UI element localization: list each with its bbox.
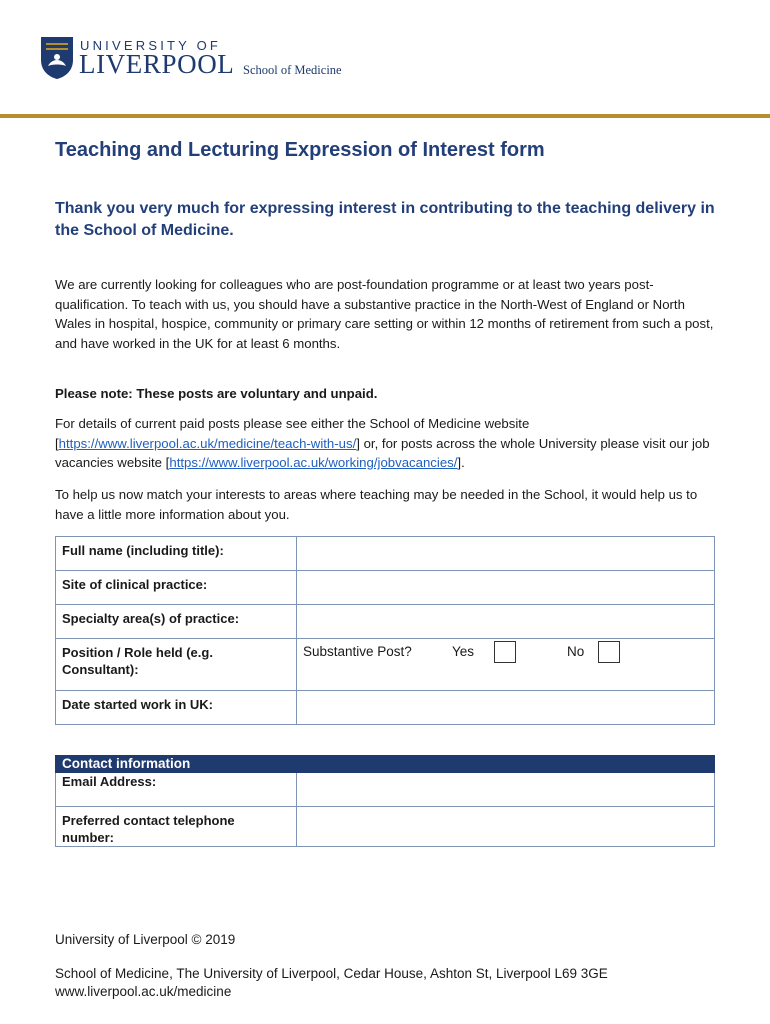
contact-header-row bbox=[56, 756, 715, 773]
phone-cell bbox=[297, 807, 715, 847]
details-middle-text: ] or, for posts across the whole University please visit our job vacancies website [ bbox=[55, 435, 710, 470]
footer-copyright: University of Liverpool © 2019 bbox=[55, 932, 236, 947]
site-cell bbox=[297, 571, 715, 605]
substantive-post-label: Substantive Post? bbox=[303, 644, 412, 659]
no-checkbox[interactable] bbox=[598, 641, 620, 663]
job-vacancies-link[interactable]: https://www.liverpool.ac.uk/working/jobvacancies/ bbox=[169, 455, 458, 470]
university-name-main: LIVERPOOL bbox=[79, 49, 235, 79]
university-name-top: UNIVERSITY OF bbox=[80, 38, 222, 53]
contact-info-table bbox=[55, 755, 715, 847]
date-started-cell bbox=[297, 691, 715, 725]
position-label: Position / Role held (e.g. Consultant): bbox=[56, 639, 297, 691]
date-started-input[interactable] bbox=[297, 691, 714, 724]
note-paragraph: Please note: These posts are voluntary and unpaid. bbox=[55, 386, 378, 401]
email-input[interactable] bbox=[297, 773, 714, 806]
specialty-input[interactable] bbox=[297, 605, 714, 638]
yes-checkbox[interactable] bbox=[494, 641, 516, 663]
contact-header: Contact information bbox=[56, 756, 297, 773]
university-crest-icon bbox=[40, 36, 74, 80]
details-prefix-text: For details of current paid posts please see either the School of Medicine website [ bbox=[55, 416, 530, 451]
full-name-input[interactable] bbox=[297, 537, 714, 570]
table-row bbox=[56, 773, 715, 807]
yes-label: Yes bbox=[452, 644, 475, 659]
table-row bbox=[56, 605, 715, 639]
specialty-cell bbox=[297, 605, 715, 639]
details-suffix-text: ]. bbox=[457, 455, 465, 470]
table-row bbox=[56, 807, 715, 847]
teach-with-us-link[interactable]: https://www.liverpool.ac.uk/medicine/teach-with-us/ bbox=[58, 435, 357, 451]
help-paragraph: To help us now match your interests to areas where teaching may be needed in the School, it would help us to have a little more information about you. bbox=[55, 487, 698, 522]
full-name-cell bbox=[297, 537, 715, 571]
phone-label: Preferred contact telephone number: bbox=[56, 807, 297, 847]
phone-input[interactable] bbox=[297, 807, 714, 846]
header-divider bbox=[0, 114, 770, 118]
form-subtitle: Thank you very much for expressing interest in contributing to the teaching delivery in the School of Medicine. bbox=[55, 200, 715, 239]
table-row bbox=[56, 537, 715, 571]
personal-details-table bbox=[55, 536, 715, 725]
page-title: Teaching and Lecturing Expression of Interest form bbox=[55, 139, 545, 161]
email-cell bbox=[297, 773, 715, 807]
email-label: Email Address: bbox=[56, 773, 297, 807]
date-started-label: Date started work in UK: bbox=[56, 691, 297, 725]
contact-header-blank bbox=[297, 756, 715, 773]
footer-address: School of Medicine, The University of Liverpool, Cedar House, Ashton St, Liverpool L69 3GE bbox=[55, 966, 608, 981]
site-input[interactable] bbox=[297, 571, 714, 604]
footer-url: www.liverpool.ac.uk/medicine bbox=[55, 984, 232, 999]
full-name-label: Full name (including title): bbox=[56, 537, 297, 571]
details-paragraph bbox=[55, 414, 715, 473]
intro-paragraph: We are currently looking for colleagues who are post-foundation programme or at least two years post-qualification. To teach with us, you should have a substantive practice in the North-West of England or North Wales in hospital, hospice, community or primary care setting or within 12 months of retirement from such a post, and have worked in the UK for at least 6 months. bbox=[55, 277, 714, 351]
table-row bbox=[56, 691, 715, 725]
school-name: School of Medicine bbox=[243, 63, 342, 77]
site-label: Site of clinical practice: bbox=[56, 571, 297, 605]
specialty-label: Specialty area(s) of practice: bbox=[56, 605, 297, 639]
no-label: No bbox=[567, 644, 585, 659]
position-cell bbox=[297, 639, 715, 691]
table-row bbox=[56, 639, 715, 691]
table-row bbox=[56, 571, 715, 605]
